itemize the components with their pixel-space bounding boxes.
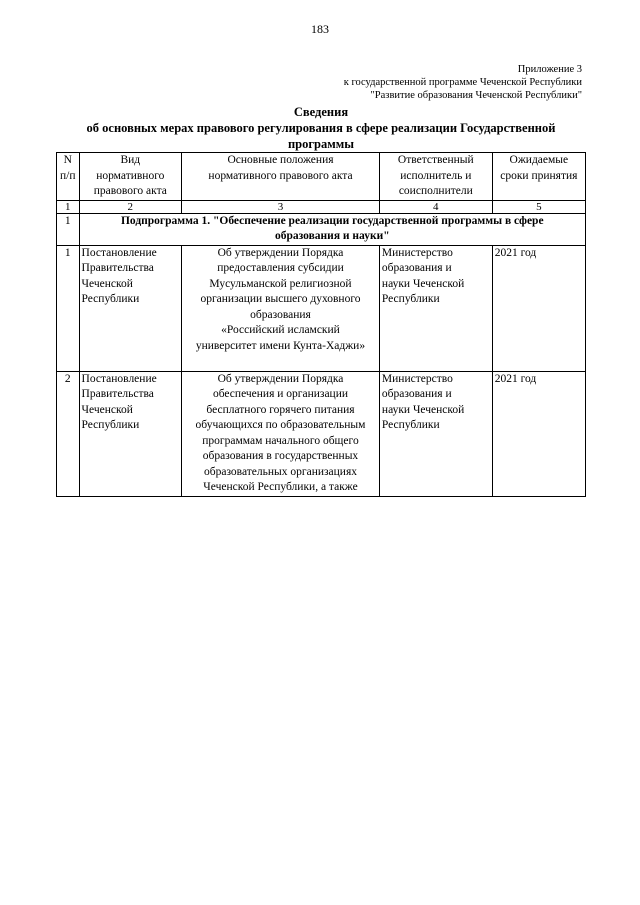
responsible-line: образования и: [381, 262, 452, 274]
provisions-line: Об утверждении Порядка: [217, 372, 344, 385]
document-title: [56, 104, 586, 152]
provisions-line: организации высшего духовного: [200, 293, 361, 305]
title-line-1: Сведения: [293, 105, 349, 119]
provisions-line: обеспечения и организации: [212, 388, 349, 400]
appendix-line-1: Приложение 3: [517, 64, 582, 75]
provisions-line: программам начального общего: [202, 434, 359, 447]
header-act-kind-line: Вид: [120, 154, 141, 166]
act-kind-line: Чеченской: [81, 277, 133, 290]
header-responsible-line: исполнитель и: [400, 169, 472, 182]
provisions-line: образования в государственных: [202, 450, 359, 462]
provisions-line: Чеченской Республики, а также: [203, 481, 358, 493]
subprogram-title: [79, 213, 585, 245]
provisions-line: бесплатного горячего питания: [206, 403, 355, 416]
row-number: 2: [57, 371, 80, 496]
term-cell: 2021 год: [492, 371, 585, 496]
act-kind-line: Правительства: [81, 262, 154, 274]
appendix-line-3: "Развитие образования Чеченской Республики": [370, 90, 582, 101]
header-number-line: п/п: [60, 169, 76, 182]
provisions-line: обучающихся по образовательным: [195, 419, 366, 431]
table-row: [57, 245, 586, 371]
responsible-cell: [379, 371, 492, 496]
provisions-cell: [182, 371, 380, 496]
header-responsible: [379, 153, 492, 201]
responsible-line: науки Чеченской: [381, 277, 465, 290]
header-term-line: Ожидаемые: [509, 154, 569, 166]
act-kind-line: Республики: [81, 293, 140, 305]
provisions-line: образовательных организациях: [203, 465, 357, 478]
act-kind-line: Постановление: [81, 372, 157, 385]
responsible-line: Министерство: [381, 246, 453, 259]
act-kind-line: Постановление: [81, 246, 157, 259]
responsible-line: Республики: [381, 419, 440, 431]
column-number: 5: [492, 200, 585, 213]
header-term-line: сроки принятия: [500, 169, 578, 182]
table-row: [57, 371, 586, 496]
column-number: 1: [57, 200, 80, 213]
term-cell: 2021 год: [492, 245, 585, 371]
provisions-line: Об утверждении Порядка: [217, 246, 344, 259]
subprogram-title-line: образования и науки": [274, 230, 390, 242]
page-number: 183: [311, 22, 329, 36]
title-line-2: об основных мерах правового регулирования в сфере реализации Государственной: [86, 121, 556, 135]
column-number: 3: [182, 200, 380, 213]
provisions-line: университет имени Кунта-Хаджи»: [195, 339, 366, 352]
responsible-line: образования и: [381, 388, 452, 400]
header-number: [57, 153, 80, 201]
column-number-row: [57, 200, 586, 213]
table-header-row: [57, 153, 586, 201]
header-responsible-line: соисполнители: [398, 185, 473, 197]
provisions-line: «Российский исламский: [221, 324, 340, 336]
title-line-3: программы: [287, 137, 355, 151]
provisions-cell: [182, 245, 380, 371]
header-number-line: N: [63, 154, 72, 166]
responsible-line: Министерство: [381, 372, 453, 385]
subprogram-row: [57, 213, 586, 245]
header-act-kind-line: нормативного: [96, 169, 165, 182]
column-number: 4: [379, 200, 492, 213]
header-provisions: [182, 153, 380, 201]
header-provisions-line: нормативного правового акта: [208, 169, 353, 182]
act-kind-line: Республики: [81, 419, 140, 431]
row-number: 1: [57, 245, 80, 371]
header-provisions-line: Основные положения: [227, 154, 334, 166]
act-kind-line: Правительства: [81, 388, 154, 400]
header-term: [492, 153, 585, 201]
subprogram-title-line: Подпрограмма 1. "Обеспечение реализации государственной программы в сфере: [120, 214, 544, 227]
header-act-kind-line: правового акта: [93, 185, 167, 197]
header-responsible-line: Ответственный: [397, 154, 474, 166]
provisions-line: предоставления субсидии: [217, 262, 344, 274]
header-act-kind: [79, 153, 182, 201]
measures-table: [56, 152, 586, 497]
provisions-line: Мусульманской религиозной: [209, 277, 352, 290]
act-kind-cell: [79, 371, 182, 496]
act-kind-cell: [79, 245, 182, 371]
appendix-note: [344, 63, 582, 102]
responsible-line: науки Чеченской: [381, 403, 465, 416]
provisions-line: образования: [250, 308, 311, 321]
responsible-cell: [379, 245, 492, 371]
act-kind-line: Чеченской: [81, 403, 133, 416]
appendix-line-2: к государственной программе Чеченской Республики: [343, 77, 582, 88]
responsible-line: Республики: [381, 293, 440, 305]
column-number: 2: [79, 200, 182, 213]
subprogram-number: 1: [57, 213, 80, 245]
